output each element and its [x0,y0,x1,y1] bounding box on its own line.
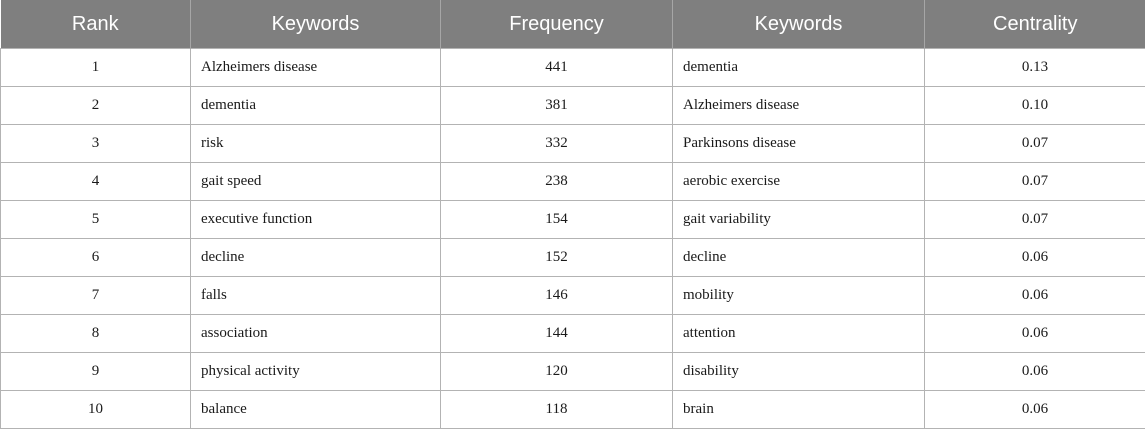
header-row [1,0,1145,49]
table-row [1,353,1145,391]
table-row [1,163,1145,201]
table-row [1,239,1145,277]
header-keywords-frequency: Keywords [191,0,441,49]
frequency-cell: 332 [441,125,673,163]
keyword-by-frequency-cell: balance [191,391,441,429]
keyword-by-centrality-cell: Alzheimers disease [673,87,925,125]
frequency-cell: 238 [441,163,673,201]
header-frequency: Frequency [441,0,673,49]
table-row [1,125,1145,163]
keyword-by-frequency-cell: gait speed [191,163,441,201]
keyword-by-frequency-cell: falls [191,277,441,315]
frequency-cell: 144 [441,315,673,353]
rank-cell: 3 [1,125,191,163]
keyword-by-centrality-cell: brain [673,391,925,429]
keyword-by-frequency-cell: dementia [191,87,441,125]
rank-cell: 1 [1,49,191,87]
header-keywords-centrality: Keywords [673,0,925,49]
table-row [1,201,1145,239]
keyword-by-frequency-cell: executive function [191,201,441,239]
centrality-cell: 0.06 [925,353,1145,391]
centrality-cell: 0.06 [925,391,1145,429]
centrality-cell: 0.13 [925,49,1145,87]
rank-cell: 6 [1,239,191,277]
centrality-cell: 0.07 [925,163,1145,201]
rank-cell: 5 [1,201,191,239]
keyword-by-frequency-cell: decline [191,239,441,277]
keyword-by-centrality-cell: dementia [673,49,925,87]
table-row [1,315,1145,353]
table-row [1,49,1145,87]
rank-cell: 2 [1,87,191,125]
rank-cell: 7 [1,277,191,315]
frequency-cell: 146 [441,277,673,315]
keyword-by-frequency-cell: association [191,315,441,353]
keyword-by-frequency-cell: Alzheimers disease [191,49,441,87]
keyword-by-centrality-cell: mobility [673,277,925,315]
table-row [1,391,1145,429]
frequency-cell: 441 [441,49,673,87]
keyword-by-frequency-cell: physical activity [191,353,441,391]
centrality-cell: 0.10 [925,87,1145,125]
keyword-by-frequency-cell: risk [191,125,441,163]
rank-cell: 9 [1,353,191,391]
header-centrality: Centrality [925,0,1145,49]
rank-cell: 4 [1,163,191,201]
keyword-by-centrality-cell: decline [673,239,925,277]
keyword-by-centrality-cell: disability [673,353,925,391]
frequency-cell: 152 [441,239,673,277]
keyword-by-centrality-cell: aerobic exercise [673,163,925,201]
frequency-cell: 120 [441,353,673,391]
centrality-cell: 0.07 [925,201,1145,239]
keyword-by-centrality-cell: attention [673,315,925,353]
table-row [1,277,1145,315]
frequency-cell: 118 [441,391,673,429]
frequency-cell: 154 [441,201,673,239]
centrality-cell: 0.06 [925,239,1145,277]
centrality-cell: 0.07 [925,125,1145,163]
rank-cell: 10 [1,391,191,429]
keyword-by-centrality-cell: Parkinsons disease [673,125,925,163]
table-row [1,87,1145,125]
rank-cell: 8 [1,315,191,353]
centrality-cell: 0.06 [925,315,1145,353]
header-rank: Rank [1,0,191,49]
frequency-cell: 381 [441,87,673,125]
keyword-by-centrality-cell: gait variability [673,201,925,239]
centrality-cell: 0.06 [925,277,1145,315]
